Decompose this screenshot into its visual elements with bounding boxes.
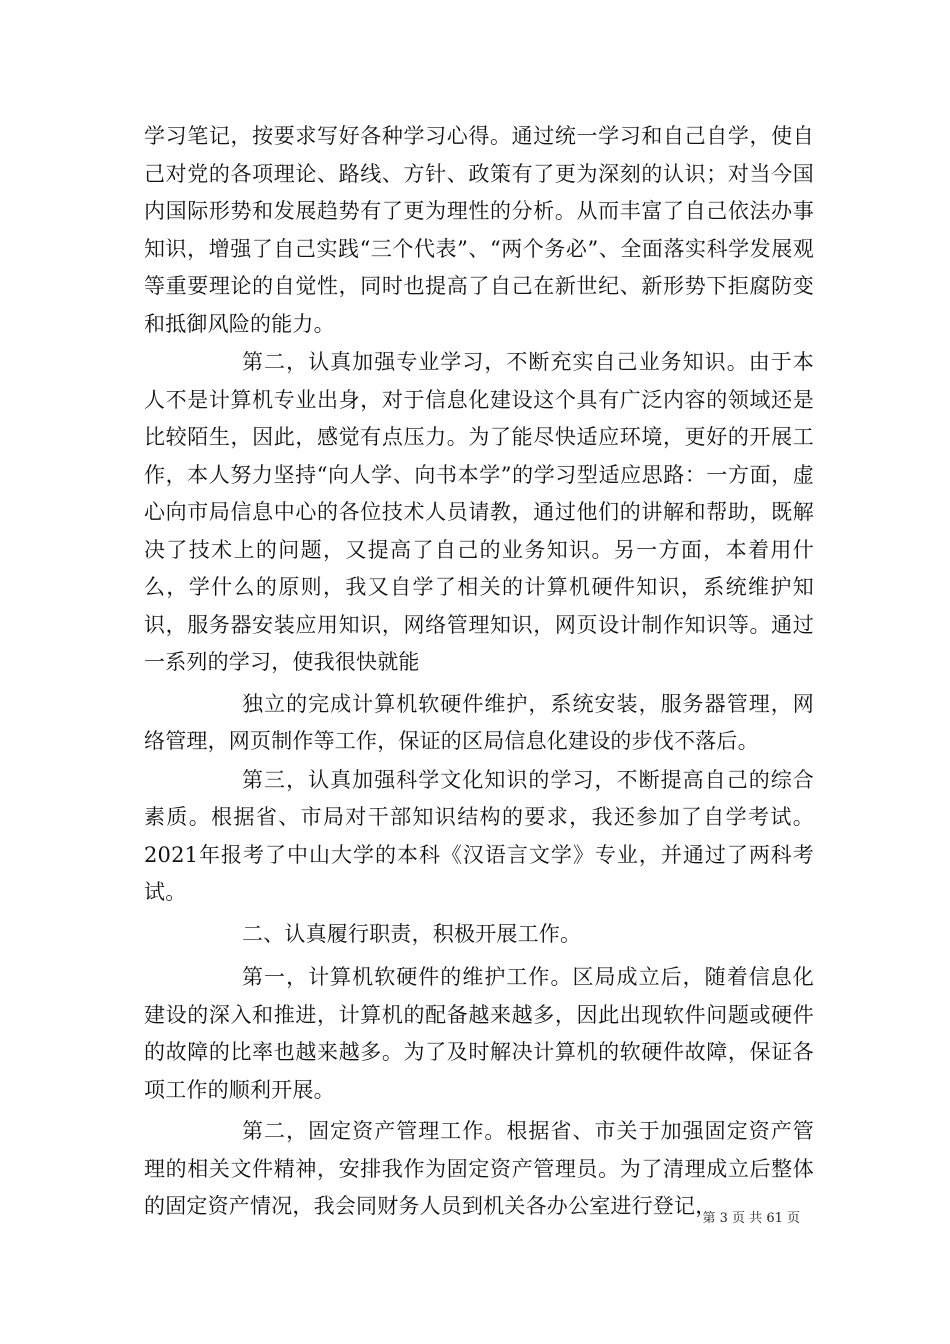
document-body [144, 118, 814, 1230]
paragraph-cultural-knowledge: 第三，认真加强科学文化知识的学习，不断提高自己的综合素质。根据省、市局对干部知识结构的要求，我还参加了自学考试。2021年报考了中山大学的本科《汉语言文学》专业，并通过了两科考试。 [144, 767, 814, 904]
page-number-footer: 第 3 页 共 61 页 [702, 1211, 800, 1226]
paragraph-independent-maintenance: 独立的完成计算机软硬件维护，系统安装，服务器管理，网络管理，网页制作等工作，保证的区局信息化建设的步伐不落后。 [144, 691, 814, 753]
paragraph-computer-maintenance: 第一，计算机软硬件的维护工作。区局成立后，随着信息化建设的深入和推进，计算机的配备越来越多，因此出现软件问题或硬件的故障的比率也越来越多。为了及时解决计算机的软硬件故障，保证各项工作的顺利开展。 [144, 965, 814, 1102]
section-heading-duties: 二、认真履行职责，积极开展工作。 [242, 921, 582, 946]
paragraph-study-notes: 学习笔记，按要求写好各种学习心得。通过统一学习和自己自学，使自己对党的各项理论、路线、方针、政策有了更为深刻的认识；对当今国内国际形势和发展趋势有了更为理性的分析。从而丰富了自己依法办事知识，增强了自己实践“三个代表”、“两个务必”、全面落实科学发展观等重要理论的自觉性，同时也提高了自己在新世纪、新形势下拒腐防变和抵御风险的能力。 [144, 124, 814, 336]
paragraph-fixed-assets: 第二，固定资产管理工作。根据省、市关于加强固定资产管理的相关文件精神，安排我作为固定资产管理员。为了清理成立后整体的固定资产情况，我会同财务人员到机关各办公室进行登记， [144, 1119, 814, 1218]
paragraph-professional-study: 第二，认真加强专业学习，不断充实自己业务知识。由于本人不是计算机专业出身，对于信息化建设这个具有广泛内容的领域还是比较陌生，因此，感觉有点压力。为了能尽快适应环境，更好的开展工作，本人努力坚持“向人学、向书本学”的学习型适应思路：一方面，虚心向市局信息中心的各位技术人员请教，通过他们的讲解和帮助，既解决了技术上的问题，又提高了自己的业务知识。另一方面，本着用什么，学什么的原则，我又自学了相关的计算机硬件知识，系统维护知识，服务器安装应用知识，网络管理知识，网页设计制作知识等。通过一系列的学习，使我很快就能 [144, 350, 814, 674]
